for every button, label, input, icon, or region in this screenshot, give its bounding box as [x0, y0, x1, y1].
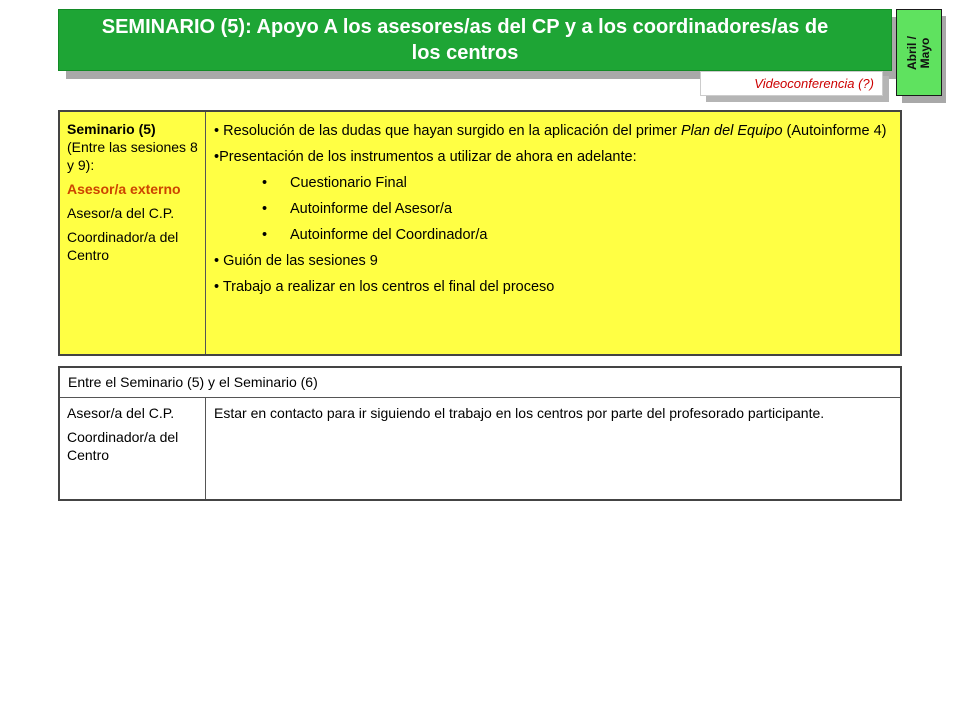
month-tag [896, 9, 942, 96]
list-item [262, 199, 894, 220]
coordinator-label: Coordinador/a del Centro [67, 229, 179, 263]
seminar-right-cell [206, 112, 900, 354]
between-right-cell [206, 398, 900, 499]
agenda-item-3 [214, 251, 894, 272]
instrument-list [262, 173, 894, 246]
agenda-item-2-text: Presentación de los instrumentos a utilizar de ahora en adelante: [219, 149, 637, 165]
month-line-2: Mayo [917, 37, 932, 68]
seminar-name: Seminario (5) [67, 121, 156, 137]
between-seminars-header: Entre el Seminario (5) y el Seminario (6) [60, 368, 900, 398]
bullet-icon: • [262, 175, 268, 191]
page-title: SEMINARIO (5): Apoyo A los asesores/as del CP y a los coordinadores/as de los centros [101, 16, 829, 64]
agenda-item-1-text: Resolución de las dudas que hayan surgido en la aplicación del primer [219, 123, 681, 139]
list-item-label: Cuestionario Final [290, 175, 407, 191]
bullet-icon: • [262, 201, 268, 217]
seminar-sessions: (Entre las sesiones 8 y 9): [67, 139, 198, 173]
bullet-icon: • [214, 253, 220, 269]
agenda-item-4 [214, 277, 894, 298]
table-row [60, 398, 900, 499]
videoconference-label: Videoconferencia (?) [754, 76, 874, 91]
bullet-icon: • [214, 149, 220, 165]
agenda-item-2 [214, 147, 894, 168]
advisor-label: Asesor/a del C.P. [67, 405, 175, 421]
bullet-icon: • [214, 123, 220, 139]
between-seminars-table [58, 366, 902, 501]
coordinator-label: Coordinador/a del Centro [67, 429, 179, 463]
seminar-left-cell [60, 112, 206, 354]
agenda-item-1-suffix: (Autoinforme 4) [782, 123, 887, 139]
list-item-label: Autoinforme del Coordinador/a [290, 227, 488, 243]
title-banner [58, 9, 892, 71]
advisor-label: Asesor/a del C.P. [67, 205, 175, 221]
videoconference-tag [700, 71, 883, 96]
bullet-icon: • [214, 279, 220, 295]
agenda-item-1-italic: Plan del Equipo [680, 123, 783, 139]
bullet-icon: • [262, 227, 268, 243]
agenda-item-3-text: Guión de las sesiones 9 [219, 253, 378, 269]
seminar-table [58, 110, 902, 356]
external-advisor-label: Asesor/a externo [67, 181, 181, 197]
between-description: Estar en contacto para ir siguiendo el trabajo en los centros por parte del profesorado participante. [214, 405, 825, 421]
month-line-1: Abril / [904, 35, 919, 70]
between-left-cell [60, 398, 206, 499]
month-label [906, 35, 932, 69]
list-item-label: Autoinforme del Asesor/a [290, 201, 453, 217]
list-item [262, 225, 894, 246]
agenda-item-1 [214, 121, 894, 142]
agenda-item-4-text: Trabajo a realizar en los centros el final del proceso [219, 279, 555, 295]
list-item [262, 173, 894, 194]
